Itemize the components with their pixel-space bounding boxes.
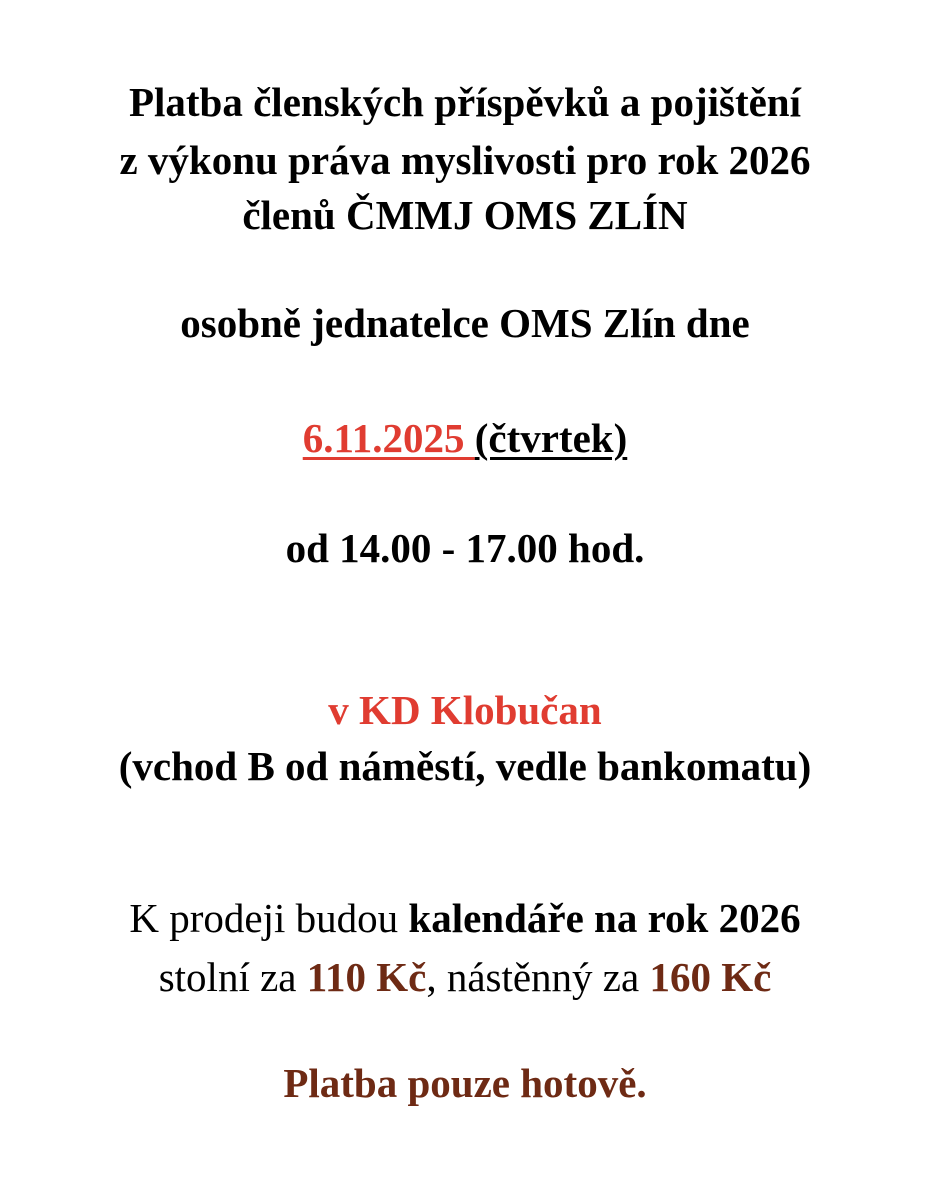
payment-note: Platba pouze hotově.	[283, 1060, 647, 1106]
date-value: 6.11.2025	[302, 415, 475, 461]
calendar-prefix: K prodeji budou	[129, 895, 409, 941]
desk-price: 110 Kč	[306, 954, 427, 1000]
date-line	[0, 413, 930, 463]
date-weekday: (čtvrtek)	[474, 415, 628, 461]
title-line-3: členů ČMMJ OMS ZLÍN	[242, 192, 688, 238]
intro-text: osobně jednatelce OMS Zlín dne	[180, 300, 750, 346]
title-line-1: Platba členských příspěvků a pojištění	[128, 79, 802, 125]
time-range: od 14.00 - 17.00 hod.	[285, 525, 645, 571]
calendar-offer	[0, 893, 930, 943]
calendar-highlight: kalendáře na rok 2026	[408, 895, 801, 941]
wall-label: , nástěnný za	[426, 954, 650, 1000]
location-entrance: (vchod B od náměstí, vedle bankomatu)	[118, 743, 812, 789]
title-line-2: z výkonu práva myslivosti pro rok 2026	[119, 137, 811, 183]
wall-price: 160 Kč	[649, 954, 772, 1000]
desk-label: stolní za	[158, 954, 307, 1000]
location-place: v KD Klobučan	[328, 687, 602, 733]
calendar-prices	[0, 952, 930, 1002]
